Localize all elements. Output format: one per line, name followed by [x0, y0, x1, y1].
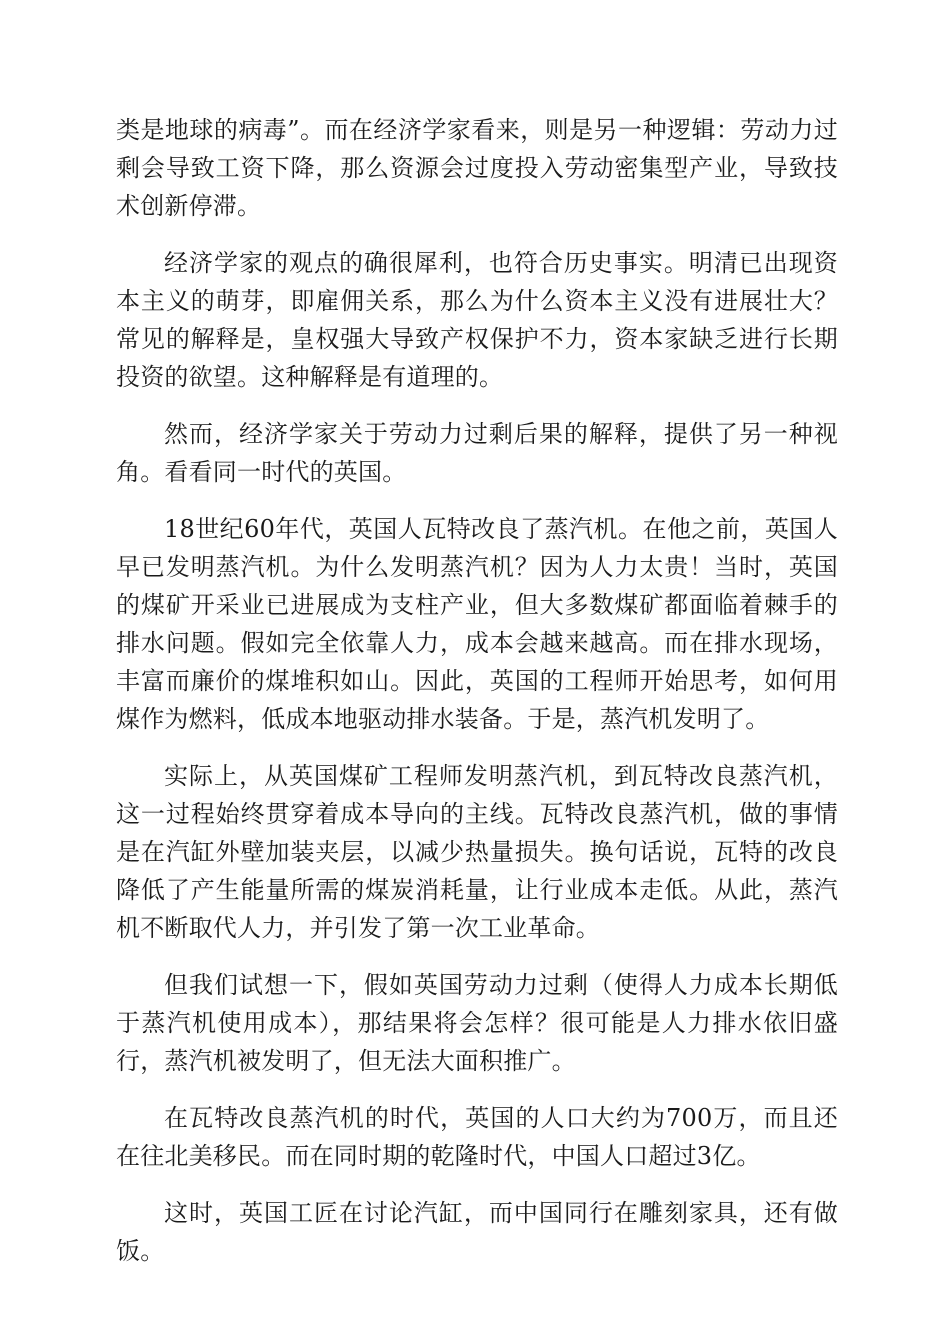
paragraph: 但我们试想一下，假如英国劳动力过剩（使得人力成本长期低于蒸汽机使用成本），那结果将会怎样？很可能是人力排水依旧盛行，蒸汽机被发明了，但无法大面积推广。 — [116, 971, 838, 1075]
paragraph: 经济学家的观点的确很犀利，也符合历史事实。明清已出现资本主义的萌芽，即雇佣关系，那么为什么资本主义没有进展壮大？常见的解释是，皇权强大导致产权保护不力，资本家缺乏进行长期投资的欲望。这种解释是有道理的。 — [116, 249, 838, 391]
paragraph: 18世纪60年代，英国人瓦特改良了蒸汽机。在他之前，英国人早已发明蒸汽机。为什么发明蒸汽机？因为人力太贵！当时，英国的煤矿开采业已进展成为支柱产业，但大多数煤矿都面临着棘手的排水问题。假如完全依靠人力，成本会越来越高。而在排水现场，丰富而廉价的煤堆积如山。因此，英国的工程师开始思考，如何用煤作为燃料，低成本地驱动排水装备。于是，蒸汽机发明了。 — [116, 515, 838, 733]
paragraph: 实际上，从英国煤矿工程师发明蒸汽机，到瓦特改良蒸汽机，这一过程始终贯穿着成本导向的主线。瓦特改良蒸汽机，做的事情是在汽缸外壁加装夹层，以减少热量损失。换句话说，瓦特的改良降低了产生能量所需的煤炭消耗量，让行业成本走低。从此，蒸汽机不断取代人力，并引发了第一次工业革命。 — [116, 762, 838, 942]
paragraph: 在瓦特改良蒸汽机的时代，英国的人口大约为700万，而且还在往北美移民。而在同时期的乾隆时代，中国人口超过3亿。 — [116, 1104, 838, 1170]
paragraph-continuation: 类是地球的病毒”。而在经济学家看来，则是另一种逻辑：劳动力过剩会导致工资下降，那么资源会过度投入劳动密集型产业，导致技术创新停滞。 — [116, 116, 838, 220]
paragraph: 然而，经济学家关于劳动力过剩后果的解释，提供了另一种视角。看看同一时代的英国。 — [116, 420, 838, 486]
paragraph: 这时，英国工匠在讨论汽缸，而中国同行在雕刻家具，还有做饭。 — [116, 1199, 838, 1265]
document-body — [116, 111, 838, 1289]
